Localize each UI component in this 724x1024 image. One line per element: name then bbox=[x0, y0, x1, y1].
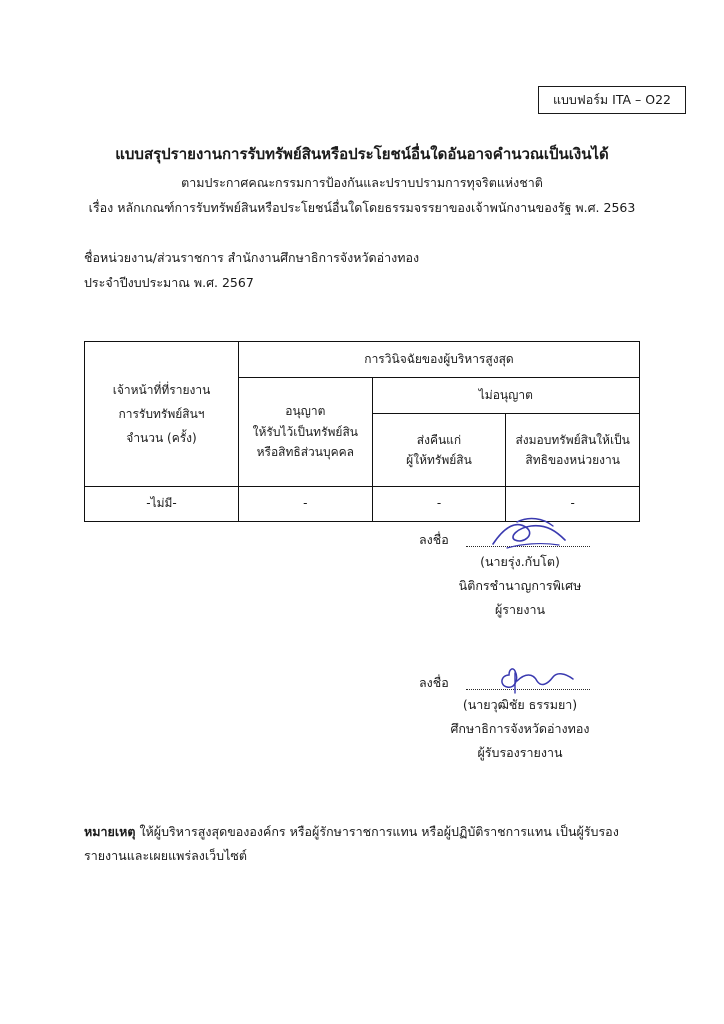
organization-block bbox=[84, 245, 419, 295]
signature-label-2: ลงชื่อ bbox=[419, 675, 449, 690]
allow-header-line-3: หรือสิทธิส่วนบุคคล bbox=[256, 445, 355, 460]
cell-disallow-handover-value: - bbox=[506, 487, 640, 522]
title-block bbox=[0, 143, 724, 218]
diagnosis-header-cell: การวินิจฉัยของผู้บริหารสูงสุด bbox=[239, 342, 640, 378]
disallow-return-header-cell bbox=[372, 414, 506, 487]
cell-disallow-return-value: - bbox=[372, 487, 506, 522]
allow-header-line-2: ให้รับไว้เป็นทรัพย์สิน bbox=[252, 424, 358, 439]
signature-line-row-1 bbox=[0, 522, 724, 552]
report-table bbox=[84, 341, 640, 522]
signature-dotted-line-1 bbox=[466, 546, 590, 547]
page-title: แบบสรุปรายงานการรับทรัพย์สินหรือประโยชน์อื่นใดอันอาจคำนวณเป็นเงินได้ bbox=[115, 145, 609, 163]
disallow-handover-header-cell bbox=[506, 414, 640, 487]
disallow-header-cell: ไม่อนุญาต bbox=[372, 378, 639, 414]
signature-position-1: นิติกรชำนาญการพิเศษ bbox=[458, 577, 582, 593]
signature-names-1 bbox=[380, 550, 660, 621]
officer-header-line-1: เจ้าหน้าที่ที่รายงาน bbox=[112, 383, 211, 397]
table-row-header-top bbox=[85, 342, 640, 378]
disallow-return-line-1: ส่งคืนแก่ bbox=[416, 432, 462, 447]
note-line-2: รายงานและเผยแพร่ลงเว็บไซต์ bbox=[84, 848, 247, 864]
report-table-wrapper bbox=[84, 341, 640, 522]
title-subtitle-1: ตามประกาศคณะกรรมการป้องกันและปราบปรามการทุจริตแห่งชาติ bbox=[181, 174, 543, 190]
officer-header-cell bbox=[85, 342, 239, 487]
form-code-text: แบบฟอร์ม ITA – O22 bbox=[552, 92, 671, 107]
officer-header-line-3: จำนวน (ครั้ง) bbox=[126, 431, 197, 445]
signature-name-1: (นายรุ่ง.กับโต) bbox=[480, 554, 560, 569]
allow-header-line-1: อนุญาต bbox=[285, 404, 326, 419]
note-label: หมายเหตุ bbox=[84, 824, 136, 839]
signature-names-2 bbox=[380, 693, 660, 764]
signature-label-1: ลงชื่อ bbox=[419, 532, 449, 547]
signature-role-1: ผู้รายงาน bbox=[494, 601, 546, 617]
signature-block-certifier bbox=[0, 665, 724, 760]
organization-name-line: ชื่อหน่วยงาน/ส่วนราชการ สำนักงานศึกษาธิการจังหวัดอ่างทอง bbox=[84, 250, 420, 265]
signature-role-2: ผู้รับรองรายงาน bbox=[477, 744, 563, 760]
fiscal-year-line: ประจำปีงบประมาณ พ.ศ. 2567 bbox=[84, 275, 254, 290]
disallow-handover-line-2: สิทธิของหน่วยงาน bbox=[525, 453, 620, 467]
form-code-box bbox=[538, 86, 686, 114]
signature-block-reporter bbox=[0, 522, 724, 617]
allow-header-cell bbox=[239, 378, 373, 487]
cell-officer-count: -ไม่มี- bbox=[85, 487, 239, 522]
disallow-handover-line-1: ส่งมอบทรัพย์สินให้เป็น bbox=[515, 432, 630, 447]
signature-line-row-2 bbox=[0, 665, 724, 695]
signature-dotted-line-2 bbox=[466, 689, 590, 690]
signature-position-2: ศึกษาธิการจังหวัดอ่างทอง bbox=[450, 720, 590, 736]
signature-name-2: (นายวุฒิชัย ธรรมยา) bbox=[462, 697, 578, 712]
note-block bbox=[84, 820, 644, 869]
table-row bbox=[85, 487, 640, 522]
title-subtitle-2: เรื่อง หลักเกณฑ์การรับทรัพย์สินหรือประโยชน์อื่นใดโดยธรรมจรรยาของเจ้าพนักงานของรัฐ พ.ศ. 2563 bbox=[88, 200, 636, 216]
officer-header-line-2: การรับทรัพย์สินฯ bbox=[118, 407, 205, 421]
disallow-return-line-2: ผู้ให้ทรัพย์สิน bbox=[406, 453, 472, 467]
note-line-1: ให้ผู้บริหารสูงสุดขององค์กร หรือผู้รักษาราชการแทน หรือผู้ปฏิบัติราชการแทน เป็นผู้รับรอง bbox=[139, 824, 619, 839]
cell-allow-value: - bbox=[239, 487, 373, 522]
